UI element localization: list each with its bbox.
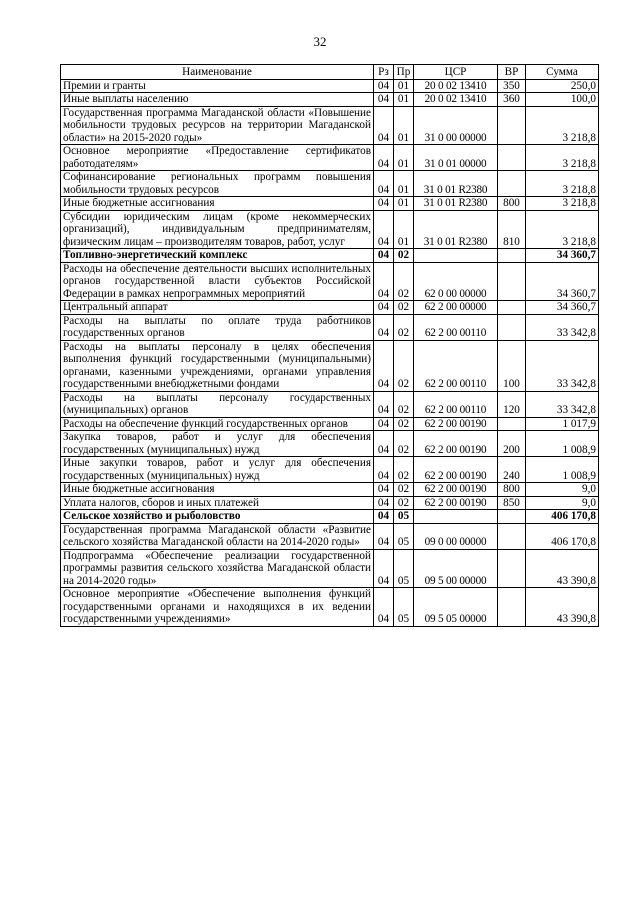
cell-pr: 05 bbox=[394, 549, 414, 588]
column-header-name: Наименование bbox=[61, 65, 374, 80]
cell-name: Расходы на выплаты персоналу в целях обеспечения выполнения функций государственными (муниципальными) органами, казенными учреждениями, органами управления государственными внебюджетными фондами bbox=[61, 340, 374, 391]
cell-sum: 34 360,7 bbox=[526, 249, 599, 263]
cell-sum: 9,0 bbox=[526, 496, 599, 510]
cell-pr: 01 bbox=[394, 197, 414, 211]
cell-rz: 04 bbox=[374, 457, 394, 483]
cell-csr: 09 0 00 00000 bbox=[414, 523, 498, 549]
cell-name: Иные выплаты населению bbox=[61, 93, 374, 107]
cell-csr: 62 2 00 00190 bbox=[414, 483, 498, 497]
cell-sum: 3 218,8 bbox=[526, 171, 599, 197]
cell-sum: 406 170,8 bbox=[526, 510, 599, 524]
cell-vr: 350 bbox=[498, 79, 526, 93]
page-number: 32 bbox=[313, 34, 327, 49]
cell-vr: 200 bbox=[498, 431, 526, 457]
cell-sum: 43 390,8 bbox=[526, 588, 599, 627]
cell-csr: 31 0 00 00000 bbox=[414, 106, 498, 145]
cell-csr: 20 0 02 13410 bbox=[414, 79, 498, 93]
cell-name: Иные бюджетные ассигнования bbox=[61, 197, 374, 211]
cell-vr: 800 bbox=[498, 197, 526, 211]
cell-vr bbox=[498, 145, 526, 171]
cell-name: Топливно-энергетический комплекс bbox=[61, 249, 374, 263]
column-header-pr: Пр bbox=[394, 65, 414, 80]
cell-pr: 02 bbox=[394, 457, 414, 483]
cell-rz: 04 bbox=[374, 340, 394, 391]
cell-rz: 04 bbox=[374, 417, 394, 431]
table-row bbox=[61, 340, 599, 391]
cell-pr: 05 bbox=[394, 588, 414, 627]
cell-sum: 100,0 bbox=[526, 93, 599, 107]
cell-vr bbox=[498, 523, 526, 549]
column-header-csr: ЦСР bbox=[414, 65, 498, 80]
table-row bbox=[61, 510, 599, 524]
cell-pr: 01 bbox=[394, 79, 414, 93]
cell-pr: 02 bbox=[394, 483, 414, 497]
cell-pr: 01 bbox=[394, 93, 414, 107]
cell-pr: 02 bbox=[394, 340, 414, 391]
cell-rz: 04 bbox=[374, 79, 394, 93]
cell-pr: 02 bbox=[394, 431, 414, 457]
cell-pr: 02 bbox=[394, 417, 414, 431]
cell-rz: 04 bbox=[374, 510, 394, 524]
table-row bbox=[61, 301, 599, 315]
cell-sum: 3 218,8 bbox=[526, 197, 599, 211]
cell-vr: 810 bbox=[498, 210, 526, 249]
cell-rz: 04 bbox=[374, 523, 394, 549]
cell-name: Основное мероприятие «Обеспечение выполнения функций государственными органами и находящихся в их ведении государственными учреждениями» bbox=[61, 588, 374, 627]
cell-sum: 1 017,9 bbox=[526, 417, 599, 431]
cell-vr bbox=[498, 106, 526, 145]
table-row bbox=[61, 210, 599, 249]
cell-name: Премии и гранты bbox=[61, 79, 374, 93]
cell-rz: 04 bbox=[374, 314, 394, 340]
cell-pr: 01 bbox=[394, 106, 414, 145]
cell-pr: 02 bbox=[394, 496, 414, 510]
cell-name: Государственная программа Магаданской области «Развитие сельского хозяйства Магаданской области на 2014-2020 годы» bbox=[61, 523, 374, 549]
cell-csr: 62 2 00 00000 bbox=[414, 301, 498, 315]
cell-name: Расходы на обеспечение функций государственных органов bbox=[61, 417, 374, 431]
cell-csr: 09 5 05 00000 bbox=[414, 588, 498, 627]
cell-csr: 20 0 02 13410 bbox=[414, 93, 498, 107]
table-body bbox=[61, 79, 599, 626]
table-row bbox=[61, 314, 599, 340]
cell-name: Софинансирование региональных программ повышения мобильности трудовых ресурсов bbox=[61, 171, 374, 197]
cell-name: Расходы на выплаты по оплате труда работников государственных органов bbox=[61, 314, 374, 340]
cell-name: Расходы на выплаты персоналу государственных (муниципальных) органов bbox=[61, 391, 374, 417]
cell-rz: 04 bbox=[374, 197, 394, 211]
budget-table bbox=[60, 64, 599, 627]
cell-rz: 04 bbox=[374, 391, 394, 417]
cell-sum: 1 008,9 bbox=[526, 457, 599, 483]
cell-vr bbox=[498, 301, 526, 315]
cell-rz: 04 bbox=[374, 549, 394, 588]
cell-vr: 100 bbox=[498, 340, 526, 391]
cell-rz: 04 bbox=[374, 431, 394, 457]
table-row bbox=[61, 431, 599, 457]
cell-name: Закупка товаров, работ и услуг для обеспечения государственных (муниципальных) нужд bbox=[61, 431, 374, 457]
cell-vr bbox=[498, 549, 526, 588]
cell-csr: 31 0 01 R2380 bbox=[414, 197, 498, 211]
cell-csr bbox=[414, 510, 498, 524]
cell-csr: 62 2 00 00110 bbox=[414, 340, 498, 391]
cell-sum: 3 218,8 bbox=[526, 210, 599, 249]
cell-sum: 33 342,8 bbox=[526, 314, 599, 340]
cell-name: Сельское хозяйство и рыболовство bbox=[61, 510, 374, 524]
cell-vr bbox=[498, 588, 526, 627]
table-row bbox=[61, 93, 599, 107]
cell-csr: 62 2 00 00190 bbox=[414, 417, 498, 431]
cell-csr: 31 0 01 R2380 bbox=[414, 210, 498, 249]
cell-name: Субсидии юридическим лицам (кроме некоммерческих организаций), индивидуальным предпринимателям, физическим лицам – производителям товаров, работ, услуг bbox=[61, 210, 374, 249]
cell-rz: 04 bbox=[374, 588, 394, 627]
cell-name: Уплата налогов, сборов и иных платежей bbox=[61, 496, 374, 510]
cell-name: Центральный аппарат bbox=[61, 301, 374, 315]
cell-sum: 9,0 bbox=[526, 483, 599, 497]
cell-sum: 33 342,8 bbox=[526, 340, 599, 391]
cell-vr: 120 bbox=[498, 391, 526, 417]
cell-vr bbox=[498, 171, 526, 197]
cell-csr: 09 5 00 00000 bbox=[414, 549, 498, 588]
cell-csr: 62 2 00 00190 bbox=[414, 431, 498, 457]
cell-pr: 01 bbox=[394, 171, 414, 197]
cell-pr: 02 bbox=[394, 301, 414, 315]
cell-vr bbox=[498, 417, 526, 431]
table-row bbox=[61, 417, 599, 431]
cell-pr: 02 bbox=[394, 391, 414, 417]
cell-sum: 34 360,7 bbox=[526, 262, 599, 301]
cell-csr bbox=[414, 249, 498, 263]
cell-name: Подпрограмма «Обеспечение реализации государственной программы развития сельского хозяйства Магаданской области на 2014-2020 годы» bbox=[61, 549, 374, 588]
cell-csr: 62 2 00 00190 bbox=[414, 457, 498, 483]
cell-sum: 406 170,8 bbox=[526, 523, 599, 549]
table-row bbox=[61, 496, 599, 510]
cell-vr: 240 bbox=[498, 457, 526, 483]
cell-csr: 31 0 01 00000 bbox=[414, 145, 498, 171]
cell-rz: 04 bbox=[374, 496, 394, 510]
table-row bbox=[61, 457, 599, 483]
column-header-vr: ВР bbox=[498, 65, 526, 80]
table-row bbox=[61, 588, 599, 627]
table-row bbox=[61, 171, 599, 197]
cell-rz: 04 bbox=[374, 106, 394, 145]
cell-vr bbox=[498, 510, 526, 524]
column-header-rz: Рз bbox=[374, 65, 394, 80]
cell-vr: 800 bbox=[498, 483, 526, 497]
table-row bbox=[61, 145, 599, 171]
table-row bbox=[61, 262, 599, 301]
table-row bbox=[61, 249, 599, 263]
cell-rz: 04 bbox=[374, 171, 394, 197]
cell-name: Основное мероприятие «Предоставление сертификатов работодателям» bbox=[61, 145, 374, 171]
cell-sum: 34 360,7 bbox=[526, 301, 599, 315]
cell-name: Государственная программа Магаданской области «Повышение мобильности трудовых ресурсов на территории Магаданской области» на 2015-2020 годы» bbox=[61, 106, 374, 145]
cell-rz: 04 bbox=[374, 210, 394, 249]
table-row bbox=[61, 79, 599, 93]
cell-csr: 62 2 00 00110 bbox=[414, 314, 498, 340]
table-header-row bbox=[61, 65, 599, 80]
cell-csr: 62 2 00 00110 bbox=[414, 391, 498, 417]
table-row bbox=[61, 197, 599, 211]
cell-rz: 04 bbox=[374, 145, 394, 171]
table-row bbox=[61, 391, 599, 417]
cell-rz: 04 bbox=[374, 262, 394, 301]
cell-rz: 04 bbox=[374, 93, 394, 107]
cell-csr: 62 0 00 00000 bbox=[414, 262, 498, 301]
table-row bbox=[61, 106, 599, 145]
column-header-sum: Сумма bbox=[526, 65, 599, 80]
cell-sum: 3 218,8 bbox=[526, 106, 599, 145]
cell-sum: 33 342,8 bbox=[526, 391, 599, 417]
cell-pr: 05 bbox=[394, 510, 414, 524]
cell-pr: 02 bbox=[394, 314, 414, 340]
cell-pr: 05 bbox=[394, 523, 414, 549]
cell-pr: 02 bbox=[394, 262, 414, 301]
cell-vr: 850 bbox=[498, 496, 526, 510]
cell-vr bbox=[498, 249, 526, 263]
cell-sum: 250,0 bbox=[526, 79, 599, 93]
cell-pr: 02 bbox=[394, 249, 414, 263]
cell-name: Расходы на обеспечение деятельности высших исполнительных органов государственной власти субъектов Российской Федерации в рамках непрограммных мероприятий bbox=[61, 262, 374, 301]
cell-name: Иные закупки товаров, работ и услуг для обеспечения государственных (муниципальных) нужд bbox=[61, 457, 374, 483]
cell-csr: 31 0 01 R2380 bbox=[414, 171, 498, 197]
table-row bbox=[61, 549, 599, 588]
cell-rz: 04 bbox=[374, 483, 394, 497]
cell-sum: 43 390,8 bbox=[526, 549, 599, 588]
cell-vr: 360 bbox=[498, 93, 526, 107]
cell-vr bbox=[498, 262, 526, 301]
cell-sum: 1 008,9 bbox=[526, 431, 599, 457]
cell-rz: 04 bbox=[374, 301, 394, 315]
cell-vr bbox=[498, 314, 526, 340]
cell-pr: 01 bbox=[394, 145, 414, 171]
table-row bbox=[61, 483, 599, 497]
cell-name: Иные бюджетные ассигнования bbox=[61, 483, 374, 497]
table-row bbox=[61, 523, 599, 549]
cell-pr: 01 bbox=[394, 210, 414, 249]
cell-csr: 62 2 00 00190 bbox=[414, 496, 498, 510]
cell-rz: 04 bbox=[374, 249, 394, 263]
cell-sum: 3 218,8 bbox=[526, 145, 599, 171]
